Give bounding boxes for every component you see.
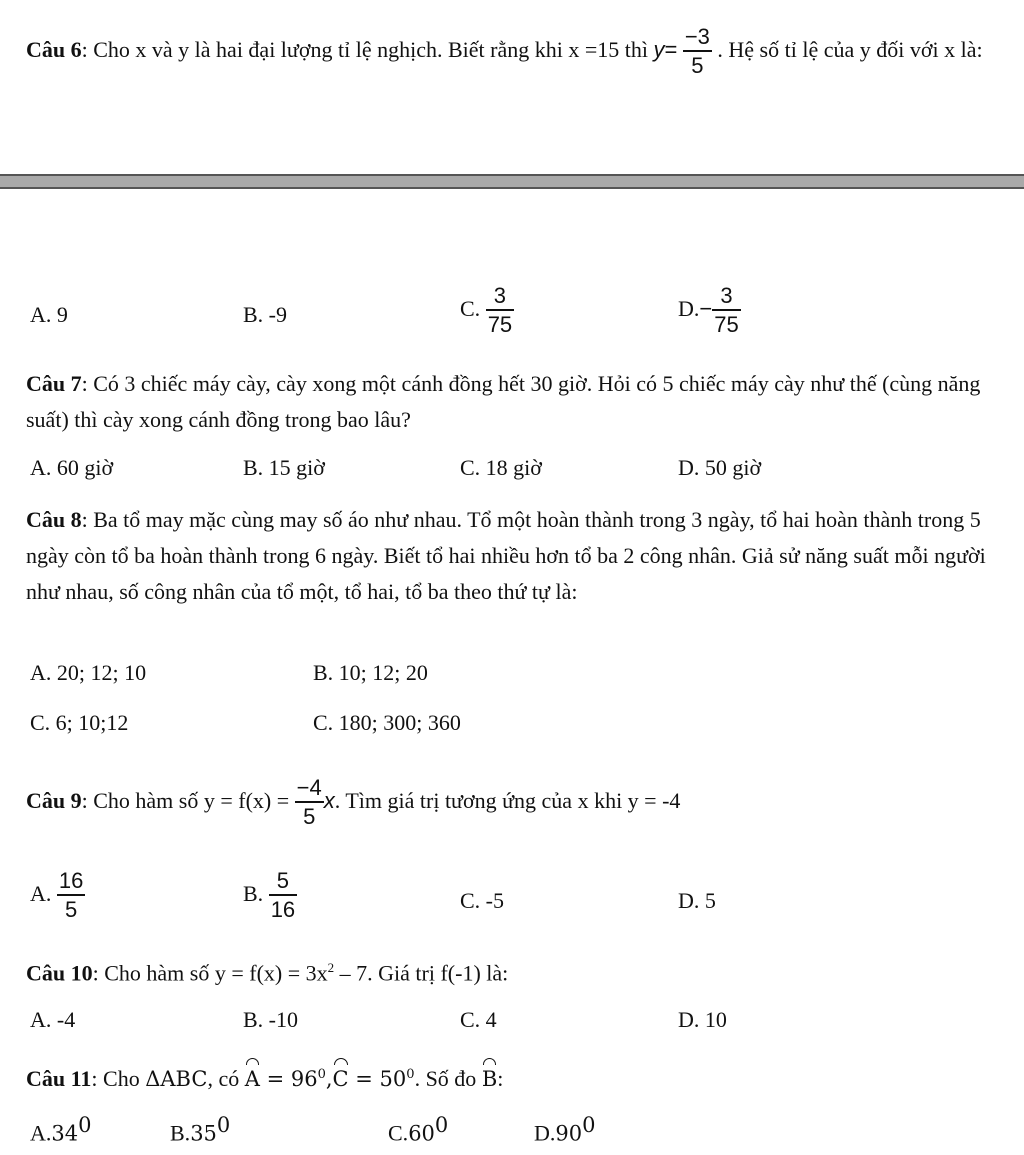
option-prefix: B. bbox=[243, 881, 264, 907]
triangle-symbol: ΔABC bbox=[145, 1067, 208, 1091]
math-var: y bbox=[653, 37, 665, 63]
fraction-numerator: 16 bbox=[57, 868, 85, 896]
question-text: . Tìm giá trị tương ứng của x khi y = -4 bbox=[334, 788, 681, 814]
option-a[interactable]: A. -4 bbox=[30, 1007, 76, 1032]
option-a[interactable]: A. 20; 12; 10 bbox=[30, 660, 147, 685]
exponent: 2 bbox=[327, 960, 335, 975]
angle-b: B bbox=[482, 1061, 497, 1097]
option-c[interactable] bbox=[460, 283, 514, 339]
question-11 bbox=[26, 1057, 1001, 1097]
question-text: : Có 3 chiếc máy cày, cày xong một cánh đồng hết 30 giờ. Hỏi có 5 chiếc máy cày như thế (cùng năng suất) thì cày xong cánh đồng trong bao lâu? bbox=[26, 371, 981, 432]
fraction-denominator: 5 bbox=[303, 804, 316, 829]
question-text: : Cho bbox=[91, 1066, 146, 1091]
question-text: , có bbox=[207, 1066, 245, 1091]
fraction bbox=[295, 775, 324, 831]
option-prefix: C. bbox=[460, 296, 481, 322]
question-text: : Cho hàm số y = f(x) = bbox=[81, 788, 295, 814]
option-c[interactable]: C. 18 giờ bbox=[460, 455, 542, 480]
option-prefix: B. bbox=[170, 1120, 191, 1146]
option-a[interactable]: A. 9 bbox=[30, 302, 68, 327]
option-value: 35 bbox=[190, 1121, 217, 1146]
degree-mark: 0 bbox=[78, 1113, 92, 1137]
question-7 bbox=[26, 366, 1001, 438]
option-b[interactable] bbox=[243, 868, 297, 924]
question-label: Câu 6 bbox=[26, 37, 82, 63]
option-d[interactable]: D. 10 bbox=[678, 1007, 727, 1032]
option-d[interactable]: C. 180; 300; 360 bbox=[313, 710, 461, 735]
question-label: Câu 9 bbox=[26, 788, 82, 814]
option-value: 34 bbox=[51, 1121, 79, 1146]
question-6 bbox=[26, 24, 1001, 80]
option-b[interactable] bbox=[170, 1110, 230, 1148]
fraction-denominator: 75 bbox=[714, 312, 739, 337]
fraction-numerator: 5 bbox=[269, 868, 297, 896]
angle-c-value: = 50 bbox=[348, 1067, 407, 1091]
question-text: : Cho hàm số y = f(x) = 3x bbox=[92, 960, 328, 986]
question-label: Câu 8 bbox=[26, 507, 82, 532]
option-a[interactable]: A. 60 giờ bbox=[30, 455, 114, 480]
option-value: 60 bbox=[408, 1121, 435, 1146]
question-9 bbox=[26, 775, 1001, 831]
question-label: Câu 10 bbox=[26, 960, 93, 986]
question-8 bbox=[26, 502, 1001, 610]
question-text: . Hệ số tỉ lệ của y đối với x là: bbox=[717, 37, 983, 63]
fraction-numerator: 3 bbox=[712, 283, 740, 311]
degree-mark: 0 bbox=[317, 1067, 326, 1082]
fraction-numerator: −4 bbox=[295, 775, 324, 803]
angle-a-value: = 96 bbox=[259, 1067, 318, 1091]
fraction bbox=[269, 868, 297, 924]
option-prefix: C. bbox=[388, 1120, 409, 1146]
math-var: x bbox=[323, 788, 335, 814]
comma: , bbox=[325, 1067, 333, 1091]
question-label: Câu 7 bbox=[26, 371, 82, 396]
option-a[interactable] bbox=[30, 1110, 92, 1148]
fraction-denominator: 5 bbox=[65, 897, 78, 922]
option-prefix: A. bbox=[30, 881, 52, 907]
option-d[interactable] bbox=[678, 283, 741, 339]
question-text: : Ba tổ may mặc cùng may số áo như nhau. Tổ một hoàn thành trong 3 ngày, tổ hai hoàn thành trong 5 ngày còn tổ ba hoàn thành trong 6 ngày. Biết tổ hai nhiều hơn tổ ba 2 công nhân. Giả sử năng suất mỗi người như nhau, số công nhân của tổ một, tổ hai, tổ ba theo thứ tự là: bbox=[26, 507, 986, 604]
math-eq: = bbox=[664, 37, 678, 63]
option-b[interactable]: B. -9 bbox=[243, 302, 287, 327]
degree-mark: 0 bbox=[216, 1113, 231, 1137]
option-d[interactable]: D. 5 bbox=[678, 888, 716, 913]
angle-c: C bbox=[333, 1061, 349, 1097]
option-c[interactable]: C. 6; 10;12 bbox=[30, 710, 129, 735]
angle-a: A bbox=[245, 1061, 260, 1097]
minus-sign: − bbox=[699, 296, 713, 322]
option-value: 90 bbox=[555, 1121, 583, 1146]
fraction-numerator: −3 bbox=[683, 24, 712, 52]
option-b[interactable]: B. 15 giờ bbox=[243, 455, 325, 480]
option-a[interactable] bbox=[30, 868, 85, 924]
section-divider bbox=[0, 174, 1024, 189]
option-prefix: D. bbox=[678, 296, 700, 322]
option-c[interactable] bbox=[388, 1110, 448, 1148]
question-10 bbox=[26, 950, 1001, 991]
degree-mark: 0 bbox=[406, 1067, 415, 1082]
option-d[interactable]: D. 50 giờ bbox=[678, 455, 762, 480]
degree-mark: 0 bbox=[434, 1113, 449, 1137]
question-text: . Số đo bbox=[414, 1066, 482, 1091]
question-text: – 7. Giá trị f(-1) là: bbox=[334, 960, 509, 986]
fraction bbox=[486, 283, 514, 339]
fraction-denominator: 5 bbox=[691, 53, 704, 78]
degree-mark: 0 bbox=[582, 1113, 596, 1137]
question-text: : Cho x và y là hai đại lượng tỉ lệ nghịch. Biết rằng khi x =15 thì bbox=[81, 37, 654, 63]
fraction bbox=[683, 24, 712, 80]
option-c[interactable]: C. -5 bbox=[460, 888, 504, 913]
option-c[interactable]: C. 4 bbox=[460, 1007, 497, 1032]
fraction-denominator: 16 bbox=[270, 897, 296, 922]
option-prefix: A. bbox=[30, 1120, 52, 1146]
fraction bbox=[712, 283, 740, 339]
option-d[interactable] bbox=[534, 1110, 596, 1148]
fraction-denominator: 75 bbox=[487, 312, 513, 337]
option-b[interactable]: B. -10 bbox=[243, 1007, 298, 1032]
question-label: Câu 11 bbox=[26, 1066, 92, 1091]
option-prefix: D. bbox=[534, 1120, 556, 1146]
fraction bbox=[57, 868, 85, 924]
colon: : bbox=[497, 1066, 504, 1091]
option-b[interactable]: B. 10; 12; 20 bbox=[313, 660, 428, 685]
fraction-numerator: 3 bbox=[486, 283, 514, 311]
